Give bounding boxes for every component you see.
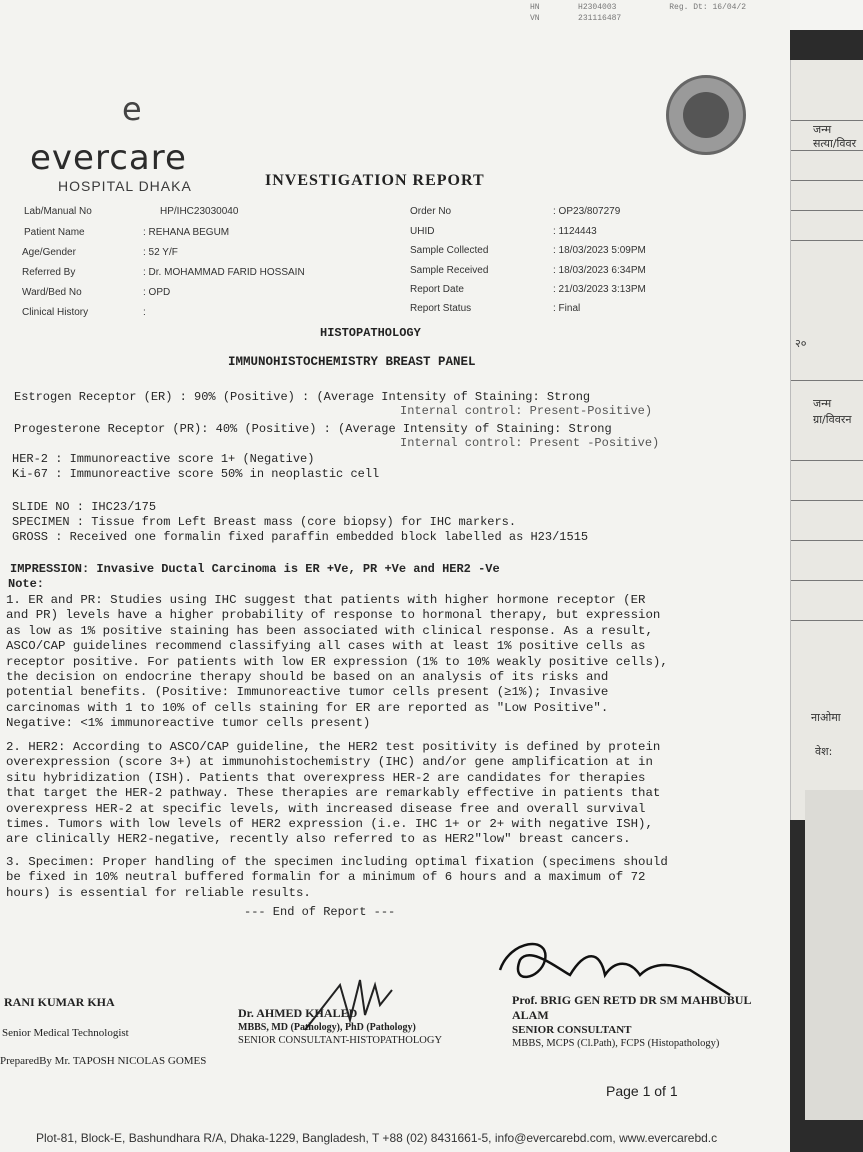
bg-text: ग्रा/विवरन (813, 413, 852, 426)
bg-text: सत्या/विवर (813, 137, 857, 150)
note-specimen: 3. Specimen: Proper handling of the specimen including optimal fixation (specimens should be fixed in 10% neutral buffered formalin for a minimum of 6 hours and a maximum of 72 hours) is essential for reliable results. (6, 855, 668, 900)
note-label: Note: (8, 577, 45, 591)
consultant-name-cont: ALAM (512, 1008, 549, 1022)
bg-text: वेश: (815, 745, 833, 758)
vn-value: 231116487 (578, 14, 622, 23)
info-label: UHID (410, 226, 435, 237)
info-value: : 21/03/2023 3:13PM (553, 284, 646, 295)
end-of-report: --- End of Report --- (244, 905, 396, 919)
info-value: : 18/03/2023 5:09PM (553, 245, 646, 256)
info-label: Sample Collected (410, 245, 489, 256)
info-label: Referred By (22, 267, 76, 278)
hospital-name: evercare (30, 138, 187, 178)
slide-no: SLIDE NO : IHC23/175 (12, 500, 157, 514)
info-value: : 18/03/2023 6:34PM (553, 265, 646, 276)
bg-text: जन्म (813, 397, 832, 410)
info-label: Report Date (410, 284, 464, 295)
info-value: : 1124443 (553, 226, 597, 237)
bg-text: नाओमा (811, 711, 841, 724)
info-label: Age/Gender (22, 247, 76, 258)
reg-value: 16/04/2 (712, 3, 747, 12)
her2-result: HER-2 : Immunoreactive score 1+ (Negative) (12, 452, 315, 466)
impression: IMPRESSION: Invasive Ductal Carcinoma is ER +Ve, PR +Ve and HER2 -Ve (10, 562, 500, 576)
info-value: : (143, 307, 146, 318)
background-form-paper (790, 60, 863, 820)
note-her2: 2. HER2: According to ASCO/CAP guideline, the HER2 test positivity is defined by protein overexpression (score 3+) at immunohistochemistry (IHC) and/or gene amplification at in situ hybridization (ISH). Patients that overexpress HER-2 are candidates for therapies that target the HER-2 pathway. These therapies are remarkably effective in patients that overexpress HER-2 at specific levels, with increased disease free and overall survival times. Tumors with low levels of HER2 expression (i.e. IHC 1+ or 2+ with negative ISH), are clinically HER2-negative, recently also referred to as HER2"low" breast cancers. (6, 740, 661, 847)
gross-line: GROSS : Received one formalin fixed paraffin embedded block labelled as H23/1515 (12, 530, 589, 544)
registration-ids (530, 2, 746, 24)
pathologist-name: Dr. AHMED KHALED (238, 1006, 358, 1020)
info-value: : Final (553, 303, 581, 314)
er-control: Internal control: Present-Positive) (400, 404, 653, 418)
consultant-degrees: MBBS, MCPS (Cl.Path), FCPS (Histopathology) (512, 1038, 720, 1049)
info-value: : REHANA BEGUM (143, 227, 230, 238)
specimen-line: SPECIMEN : Tissue from Left Breast mass (core biopsy) for IHC markers. (12, 515, 517, 529)
info-label: Order No (410, 206, 452, 217)
consultant-name: Prof. BRIG GEN RETD DR SM MAHBUBUL (512, 993, 752, 1007)
accreditation-seal-icon (666, 75, 746, 155)
pr-control: Internal control: Present -Positive) (400, 436, 660, 450)
hn-value: H2304003 (578, 3, 617, 12)
hospital-subtitle: HOSPITAL DHAKA (58, 178, 192, 194)
er-result: Estrogen Receptor (ER) : 90% (Positive) : (Average Intensity of Staining: Strong (14, 390, 591, 404)
technologist-title: Senior Medical Technologist (2, 1027, 129, 1039)
pathologist-title: SENIOR CONSULTANT-HISTOPATHOLOGY (238, 1035, 443, 1046)
bg-text: २० (795, 337, 807, 350)
info-label: Clinical History (22, 307, 89, 318)
page-number: Page 1 of 1 (606, 1083, 678, 1099)
info-value: : OP23/807279 (553, 206, 621, 217)
bg-text: जन्म (813, 123, 832, 136)
report-title: INVESTIGATION REPORT (265, 172, 485, 189)
info-value: : 52 Y/F (143, 247, 178, 258)
info-label: Report Status (410, 303, 472, 314)
consultant-title: SENIOR CONSULTANT (512, 1024, 632, 1036)
footer-address: Plot-81, Block-E, Bashundhara R/A, Dhaka-1229, Bangladesh, T +88 (02) 8431661-5, info@evercarebd.com, www.evercarebd.c (36, 1131, 718, 1145)
logo-e-icon: e (122, 90, 142, 128)
ki67-result: Ki-67 : Immunoreactive score 50% in neoplastic cell (12, 467, 380, 481)
info-label: Sample Received (410, 265, 489, 276)
department-heading: HISTOPATHOLOGY (320, 326, 421, 340)
panel-heading: IMMUNOHISTOCHEMISTRY BREAST PANEL (228, 355, 476, 369)
vn-label: VN (530, 14, 540, 23)
technologist-name: RANI KUMAR KHA (4, 995, 115, 1009)
pathologist-degrees: MBBS, MD (Pathology), PhD (Pathology) (238, 1022, 416, 1033)
info-label: Lab/Manual No (24, 206, 92, 217)
reg-label: Reg. Dt: (669, 3, 708, 12)
background-paper-lower (805, 790, 863, 1120)
prepared-by: PreparedBy Mr. TAPOSH NICOLAS GOMES (0, 1055, 207, 1067)
info-value: : OPD (143, 287, 171, 298)
info-label: Patient Name (24, 227, 85, 238)
info-value: : Dr. MOHAMMAD FARID HOSSAIN (143, 267, 305, 278)
note-er-pr: 1. ER and PR: Studies using IHC suggest that patients with higher hormone receptor (ER and PR) levels have a higher probability of response to hormonal therapy, but expression as low as 1% positive staining has been associated with clinical response. As a result, ASCO/CAP guidelines recommend classifying all cases with at least 1% positive cells as receptor positive. For patients with low ER expression (1% to 10% weakly positive cells), the decision on endocrine therapy should be based on an analysis of its risks and potential benefits. (Positive: Immunoreactive tumor cells present (≥1%); Invasive carcinomas with 1 to 10% of cells staining for ER are reported as "Low Positive". Negative: <1% immunoreactive tumor cells present) (6, 593, 668, 731)
pr-result: Progesterone Receptor (PR): 40% (Positive) : (Average Intensity of Staining: Strong (14, 422, 612, 436)
info-label: Ward/Bed No (22, 287, 82, 298)
info-value: HP/IHC23030040 (160, 206, 239, 217)
hn-label: HN (530, 3, 540, 12)
